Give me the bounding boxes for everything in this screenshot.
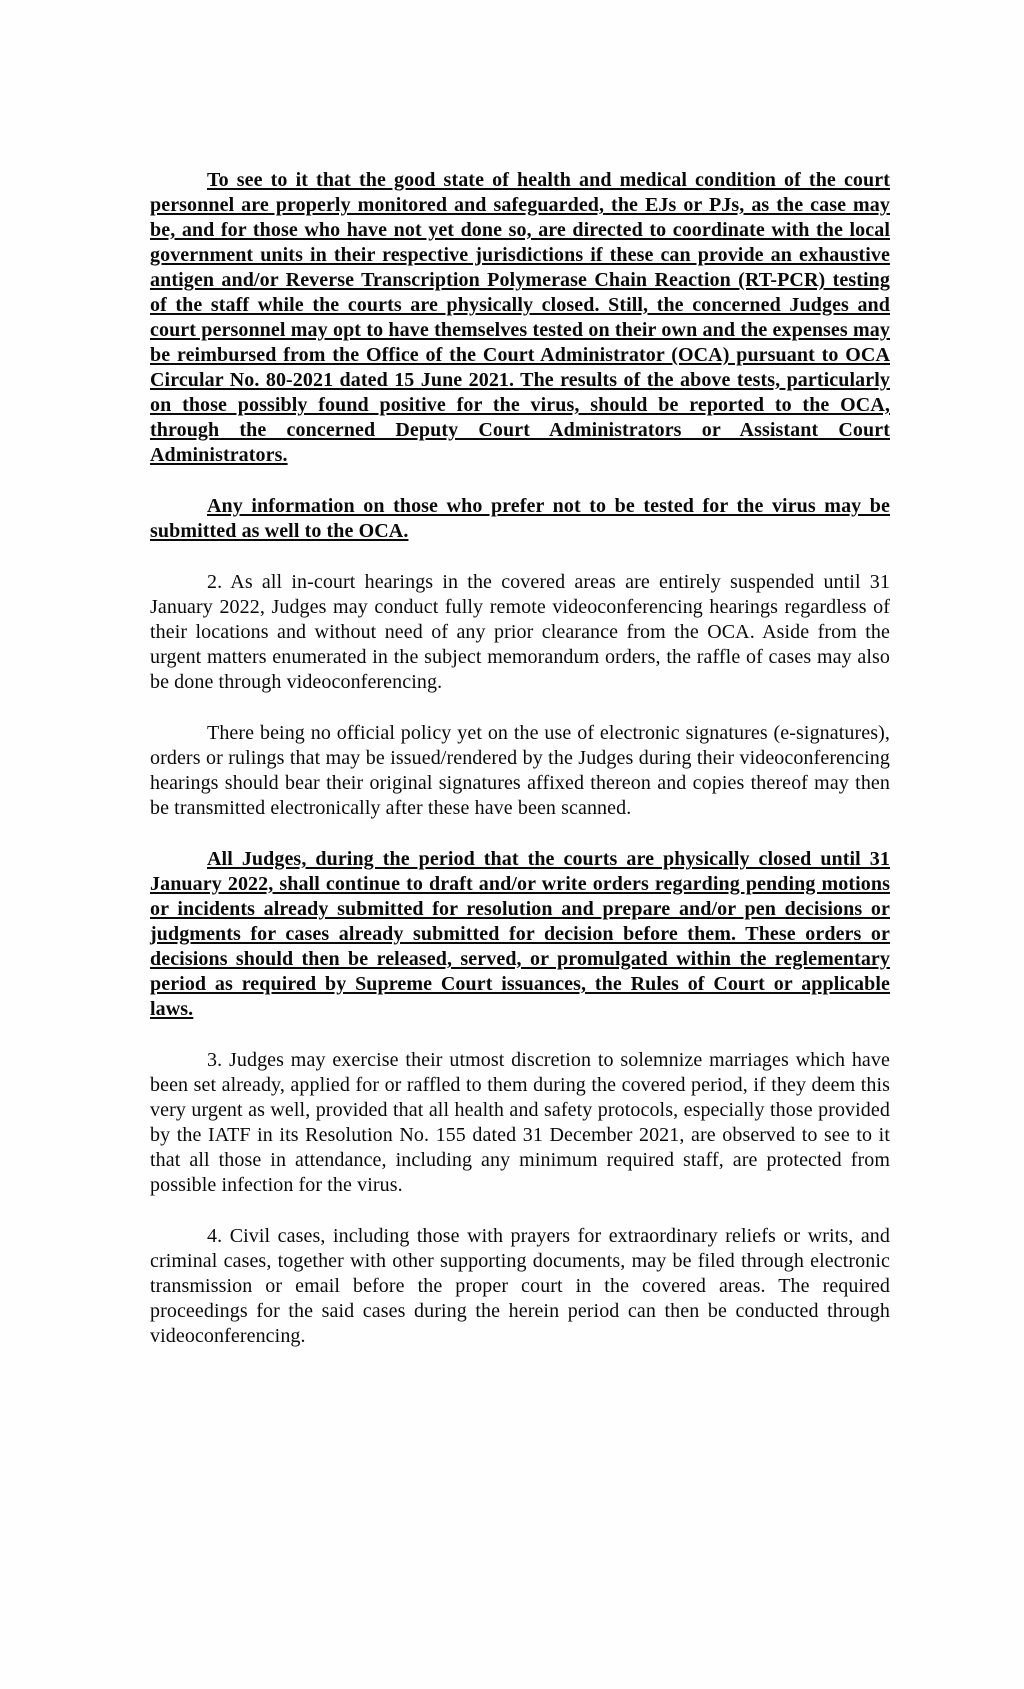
paragraph-item-4-civil-cases-filing: 4. Civil cases, including those with prayers for extraordinary reliefs or writs, and criminal cases, together with other supporting documents, may be filed through electronic transmission or email before the proper court in the covered areas. The required proceedings for the said cases during the herein period can then be conducted through videoconferencing. bbox=[150, 1225, 890, 1347]
document-body bbox=[150, 168, 890, 1349]
paragraph-item-2-remote-hearings: 2. As all in-court hearings in the covered areas are entirely suspended until 31 January 2022, Judges may conduct fully remote videoconferencing hearings regardless of their locations and without need of any prior clearance from the OCA. Aside from the urgent matters enumerated in the subject memorandum orders, the raffle of cases may also be done through videoconferencing. bbox=[150, 571, 890, 693]
paragraph-item-3-solemnize-marriages: 3. Judges may exercise their utmost discretion to solemnize marriages which have been set already, applied for or raffled to them during the covered period, if they deem this very urgent as well, provided that all health and safety protocols, especially those provided by the IATF in its Resolution No. 155 dated 31 December 2021, are observed to see to it that all those in attendance, including any minimum required staff, are protected from possible infection for the virus. bbox=[150, 1049, 890, 1196]
paragraph-electronic-signatures: There being no official policy yet on the use of electronic signatures (e-signatures), orders or rulings that may be issued/rendered by the Judges during their videoconferencing hearings should bear their original signatures affixed thereon and copies thereof may then be transmitted electronically after these have been scanned. bbox=[150, 722, 890, 819]
paragraph-health-monitoring-directive: To see to it that the good state of health and medical condition of the court personnel are properly monitored and safeguarded, the EJs or PJs, as the case may be, and for those who have not yet done so, are directed to coordinate with the local government units in their respective jurisdictions if these can provide an exhaustive antigen and/or Reverse Transcription Polymerase Chain Reaction (RT-PCR) testing of the staff while the courts are physically closed. Still, the concerned Judges and court personnel may opt to have themselves tested on their own and the expenses may be reimbursed from the Office of the Court Administrator (OCA) pursuant to OCA Circular No. 80-2021 dated 15 June 2021. The results of the above tests, particularly on those possibly found positive for the virus, should be reported to the OCA, through the concerned Deputy Court Administrators or Assistant Court Administrators. bbox=[150, 169, 890, 466]
paragraph-untested-information: Any information on those who prefer not to be tested for the virus may be submitted as well to the OCA. bbox=[150, 495, 890, 542]
paragraph-judges-drafting-orders: All Judges, during the period that the courts are physically closed until 31 January 2022, shall continue to draft and/or write orders regarding pending motions or incidents already submitted for resolution and prepare and/or pen decisions or judgments for cases already submitted for decision before them. These orders or decisions should then be released, served, or promulgated within the reglementary period as required by Supreme Court issuances, the Rules of Court or applicable laws. bbox=[150, 848, 890, 1020]
